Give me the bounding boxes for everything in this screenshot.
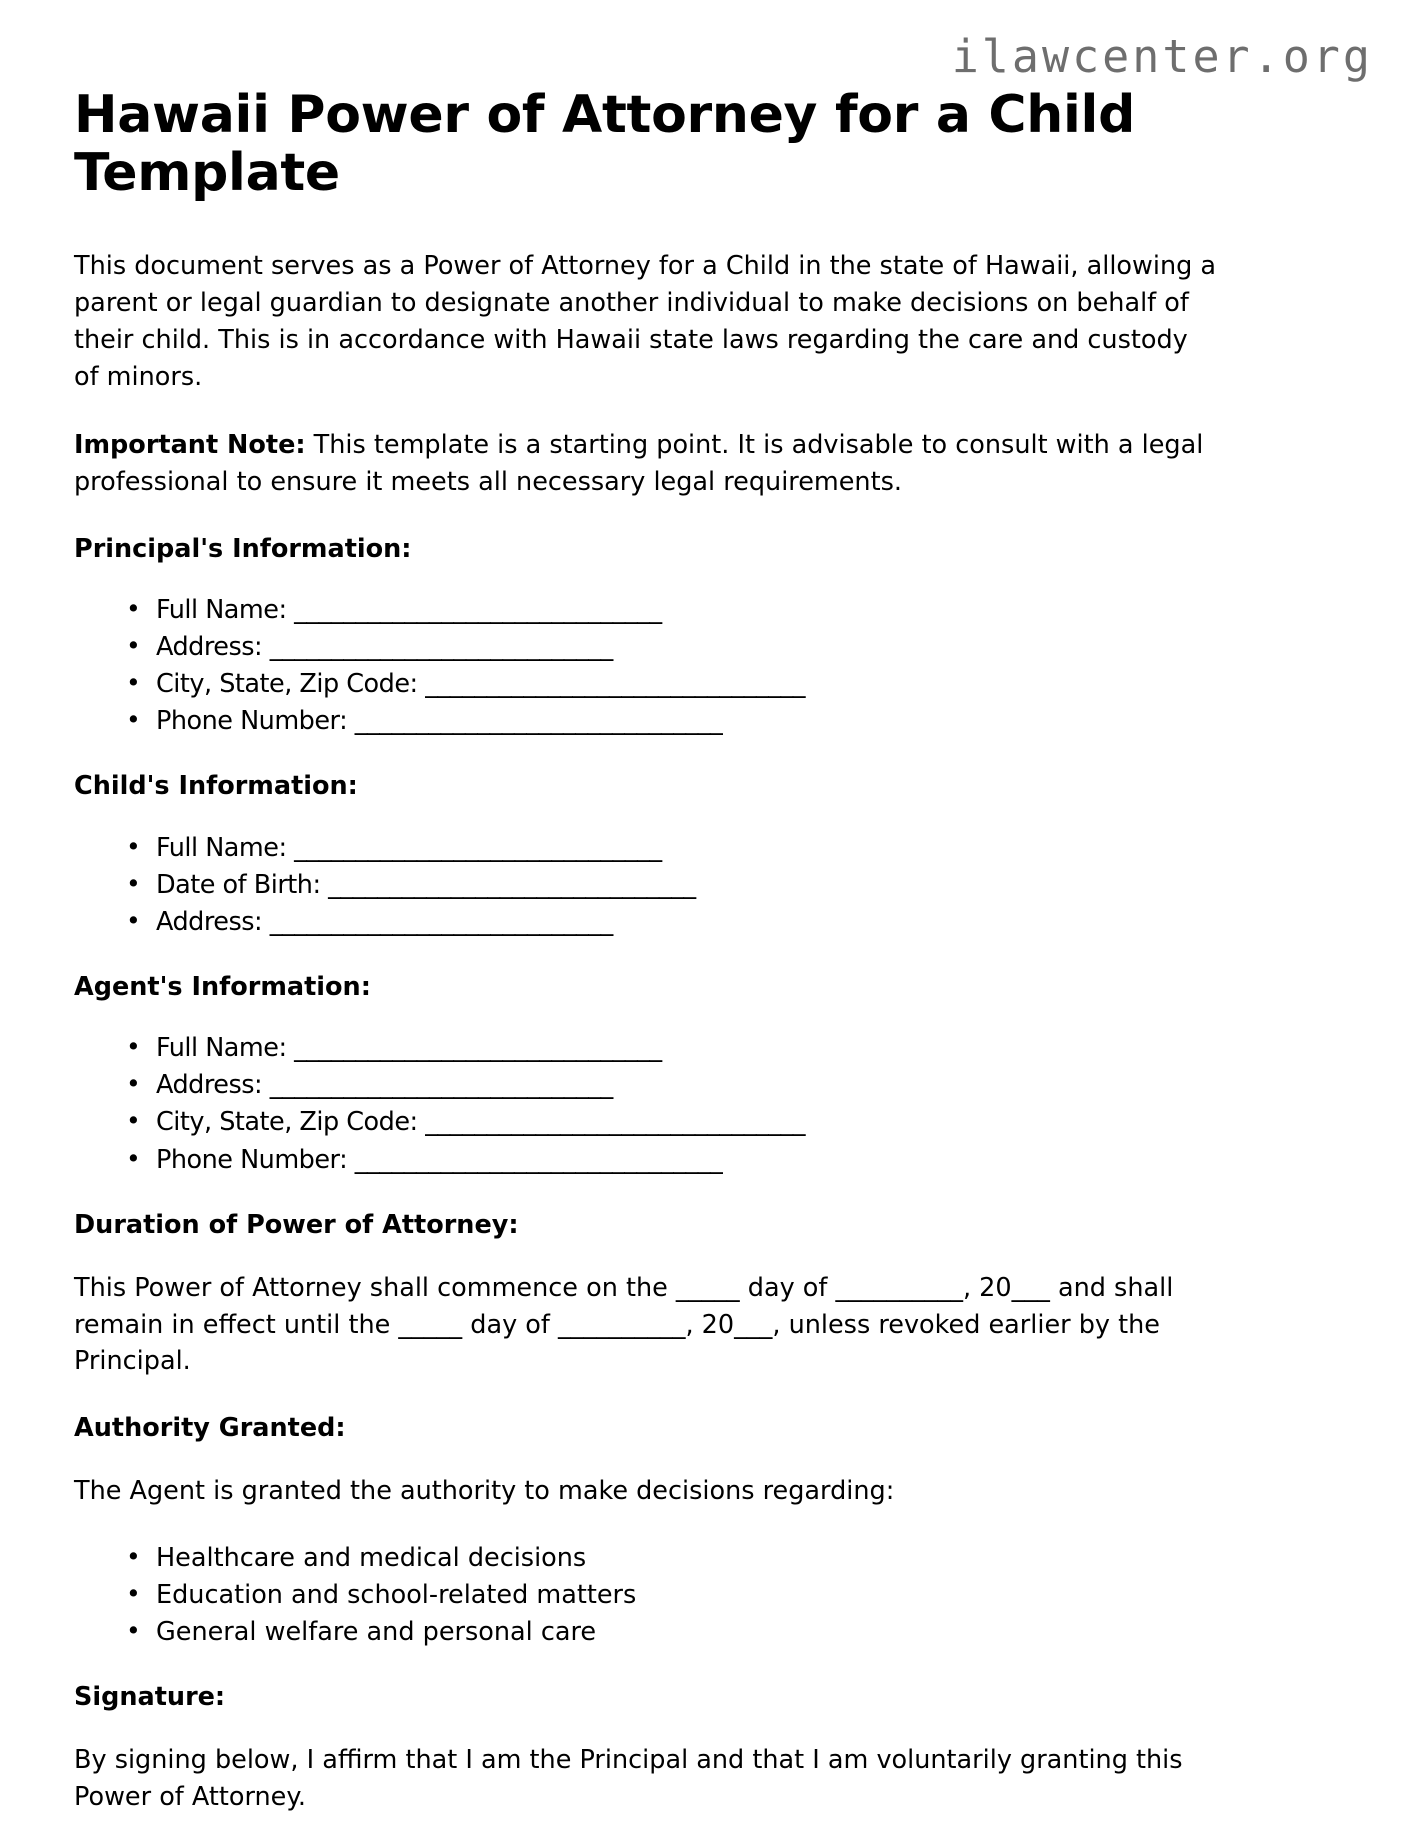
field-phone-number: Phone Number: ______________________________: [156, 1144, 723, 1175]
important-note-paragraph: [74, 427, 1219, 500]
duration-section-heading: Duration of Power of Attorney:: [74, 1209, 519, 1240]
field-full-name: Full Name: ______________________________: [156, 594, 662, 625]
authority-item-list: [74, 1542, 1314, 1649]
child-section-heading: Child's Information:: [74, 771, 358, 802]
list-item: [118, 594, 1314, 627]
field-date-of-birth: Date of Birth: ______________________________: [156, 869, 696, 900]
list-item: [118, 1069, 1314, 1102]
authority-intro-paragraph: The Agent is granted the authority to make decisions regarding:: [74, 1476, 895, 1507]
page-title: Hawaii Power of Attorney for a Child Template: [74, 85, 1135, 204]
list-item: [118, 705, 1314, 738]
intro-paragraph: This document serves as a Power of Attorney for a Child in the state of Hawaii, allowing a parent or legal guardian to designate another individual to make decisions on behalf of their child. This is in accordance with Hawaii state laws regarding the care and custody of minors.: [74, 251, 1217, 392]
principal-section-heading: Principal's Information:: [74, 533, 412, 564]
field-full-name: Full Name: ______________________________: [156, 1033, 662, 1064]
list-item: [118, 1032, 1314, 1065]
field-city-state-zip: City, State, Zip Code: _______________________________: [156, 669, 805, 700]
field-address: Address: ____________________________: [156, 906, 613, 937]
agent-field-list: [74, 1032, 1314, 1177]
list-item: [118, 668, 1314, 701]
field-city-state-zip: City, State, Zip Code: _______________________________: [156, 1107, 805, 1138]
field-address: Address: ____________________________: [156, 1070, 613, 1101]
list-item: [118, 631, 1314, 664]
field-full-name: Full Name: ______________________________: [156, 832, 662, 863]
list-item: [118, 906, 1314, 939]
field-address: Address: ____________________________: [156, 632, 613, 663]
list-item: [118, 1144, 1314, 1177]
site-watermark: ilawcenter.org: [951, 30, 1373, 83]
important-note-text: This template is a starting point. It is advisable to consult with a legal professional to ensure it meets all necessary legal requirements.: [74, 430, 1204, 498]
child-field-list: [74, 832, 1314, 939]
principal-field-list: [74, 594, 1314, 739]
signature-paragraph: By signing below, I affirm that I am the Principal and that I am voluntarily granting this Power of Attorney.: [74, 1745, 1183, 1813]
document-content: [74, 86, 1314, 1826]
duration-paragraph: This Power of Attorney shall commence on the _____ day of __________, 20___ and shall remain in effect until the _____ day of __________, 20___, unless revoked earlier by the Principal.: [74, 1272, 1174, 1377]
list-item: • General welfare and personal care: [118, 1616, 1314, 1649]
list-item: • Education and school-related matters: [118, 1579, 1314, 1612]
list-item: [118, 869, 1314, 902]
list-item: • Healthcare and medical decisions: [118, 1542, 1314, 1575]
list-item: [118, 1106, 1314, 1139]
signature-section-heading: Signature:: [74, 1682, 226, 1713]
important-note-label: Important Note:: [74, 430, 306, 461]
list-item: [118, 832, 1314, 865]
field-phone-number: Phone Number: ______________________________: [156, 706, 723, 737]
authority-section-heading: Authority Granted:: [74, 1413, 346, 1444]
agent-section-heading: Agent's Information:: [74, 972, 371, 1003]
